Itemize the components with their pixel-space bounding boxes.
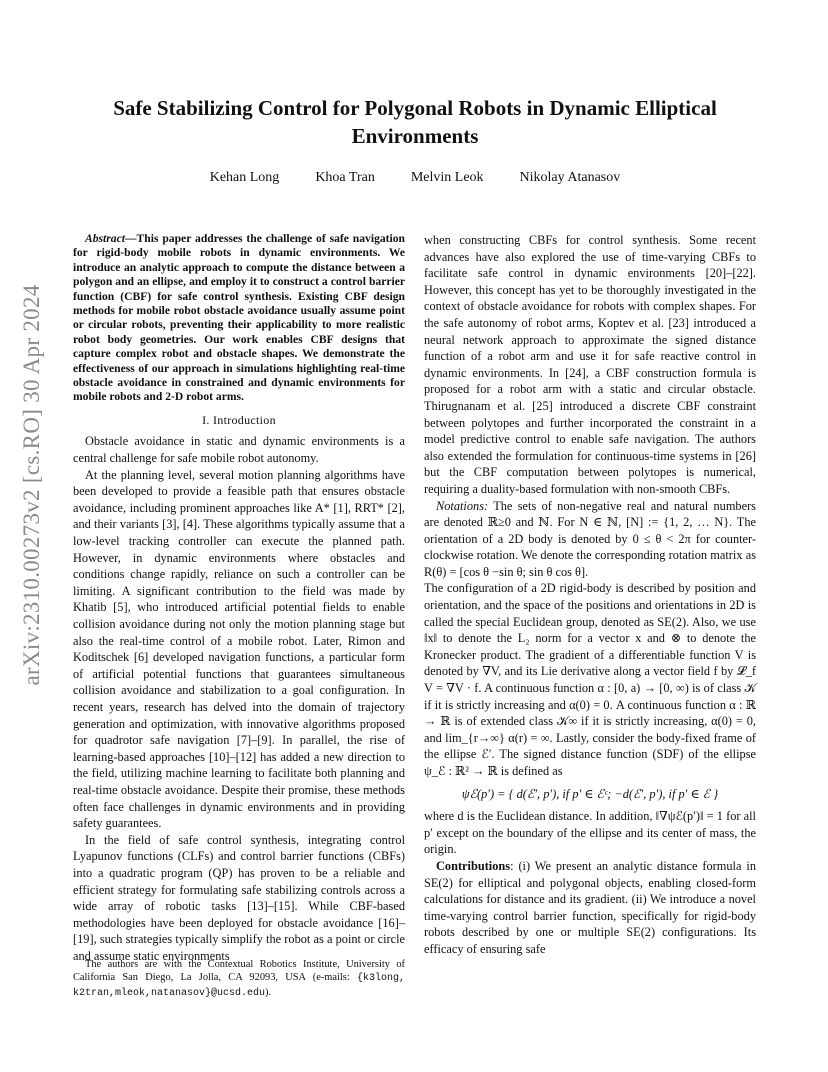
author: Nikolay Atanasov (519, 170, 621, 185)
paragraph: when constructing CBFs for control synthesis. Some recent advances have also explored the use of time-varying CBFs to facilitate safe control in dynamic environments [20]–[22]. However, this concept has yet to be thoroughly investigated in the context of obstacle avoidance for robots with complex shapes. For the safe autonomy of robot arms, Koptev et al. [23] introduced a neural network approach to approximate the signed distance function of a robot arm and use it for safe reactive control in dynamic environments. In [24], a CBF construction formula is proposed for a robot arm with a static and circular obstacle. Thirugnanam et al. [25] introduced a discrete CBF constraint between polytopes and further incorporated the constraint in a model predictive control to enable safe navigation. The authors also extended the formulation for continuous-time systems in [26] but the CBF computation between polytopes is numerical, requiring a duality-based formulation with non-smooth CBFs. (424, 233, 756, 496)
section-heading: I. Introduction (202, 412, 276, 427)
arxiv-id: arXiv:2310.00273v2 [cs.RO] 30 Apr 2024 (19, 284, 44, 686)
footnote-text: The authors are with the Contextual Robotics Institute, University of California San Diego, La Jolla, CA 92093, USA (e-mails: (73, 959, 405, 984)
author: Khoa Tran (315, 170, 375, 185)
abstract-text: This paper addresses the challenge of safe navigation for rigid-body mobile robots in dynamic environments. We introduce an analytic approach to compute the distance between a polygon and an ellipse, and employ it to construct a control barrier function (CBF) for safe control synthesis. Existing CBF design methods for mobile robot obstacle avoidance usually assume point or circular robots, preventing their applicability to more realistic robot body geometries. Our work enables CBF designs that capture complex robot and obstacle shapes. We demonstrate the effectiveness of our approach in simulations highlighting real-time obstacle avoidance in constrained and dynamic environments for mobile robots and 2-D robot arms. (73, 232, 405, 404)
footnote (73, 958, 405, 1000)
paragraph: In the field of safe control synthesis, integrating control Lyapunov functions (CLFs) and control barrier functions (CBFs) into a quadratic program (QP) has proven to be a reliable and efficient strategy for formulating safe stabilizing controls across a wide array of robotic tasks [13]–[15]. While CBF-based methodologies have been deployed for obstacle avoidance [16]–[19], such strategies typically simplify the robot as a point or circle and assume static environments (73, 832, 405, 963)
paragraph: The configuration of a 2D rigid-body is described by position and orientation, and the space of the positions and orientations in 2D is called the special Euclidean group, denoted as SE(2). Also, we use ‖x‖ to denote the L₂ norm for a vector x and ⊗ to denote the Kronecker product. The gradient of a differentiable function V is denoted by ∇V, and its Lie derivative along a vector field f by 𝓛_f V = ∇V · f. A continuous function α : [0, a) → [0, ∞) is of class 𝒦 if it is strictly increasing and α(0) = 0. A continuous function α : ℝ → ℝ is of extended class 𝒦∞ if it is strictly increasing, α(0) = 0, and lim_{r→∞} α(r) = ∞. Lastly, consider the body-fixed frame of the ellipse ℰ′. The signed distance function (SDF) of the ellipse ψ_ℰ : ℝ² → ℝ is defined as (424, 581, 756, 778)
notations-paragraph (424, 498, 756, 581)
paragraph: where d is the Euclidean distance. In addition, ‖∇ψℰ(p′)‖ = 1 for all p′ except on the boundary of the ellipse and its center of mass, the origin. (424, 809, 756, 857)
author-list (80, 170, 750, 186)
arxiv-sidebar (12, 285, 52, 685)
contributions-text: : (i) We present an analytic distance formula in SE(2) for elliptical and polygonal objects, enabling closed-form calculations for distance and its gradient. (ii) We introduce a novel time-varying control barrier function, specifically for rigid-body robots described by one or multiple SE(2) configurations. Its efficacy of ensuring safe (424, 858, 756, 956)
paper-title: Safe Stabilizing Control for Polygonal Robots in Dynamic Elliptical Environments (113, 96, 717, 148)
paragraph: At the planning level, several motion planning algorithms have been developed to provide a feasible path that ensures obstacle avoidance, including prominent approaches like A* [1], RRT* [2], and their variants [3], [4]. These algorithms typically assume that a low-level tracking controller can execute the planned path. However, in dynamic environments where obstacles and conditions change rapidly, reliance on such a controller can be limiting. A significant contribution to the field was made by Khatib [5], who introduced artificial potential fields to enable collision avoidance during not only the motion planning stage but also the real-time control of a mobile robot. Later, Rimon and Koditschek [6] developed navigation functions, a particular form of artificial potential functions that guarantees simultaneous collision avoidance and stabilization to a goal configuration. In recent years, research has delved into the domain of trajectory generation and optimization, with innovative algorithms proposed for quadrotor safe navigation [7]–[9]. In parallel, the rise of learning-based approaches [10]–[12] has added a new direction to the field, utilizing machine learning to facilitate both planning and real-time obstacle avoidance. Despite their promise, these methods often face challenges in dynamic environments and in providing safety guarantees. (73, 467, 405, 831)
footnote-end: ). (265, 986, 272, 998)
right-column (424, 232, 756, 958)
paragraph: Obstacle avoidance in static and dynamic environments is a central challenge for safe mobile robot autonomy. (73, 434, 405, 466)
left-column (73, 232, 405, 964)
author: Melvin Leok (410, 170, 484, 185)
abstract-label: Abstract— (85, 232, 137, 245)
contributions-paragraph (424, 858, 756, 958)
notations-text: The sets of non-negative real and natural numbers are denoted ℝ≥0 and ℕ. For N ∈ ℕ, [N] := {1, 2, … N}. The orientation of a 2D body is denoted by 0 ≤ θ < 2π for counter-clockwise rotation. We denote the corresponding rotation matrix as R(θ) = [cos θ −sin θ; sin θ cos θ]. (424, 498, 756, 579)
author: Kehan Long (209, 170, 280, 185)
sdf-equation: ψℰ(p′) = { d(ℰ′, p′), if p′ ∈ ℰᶜ; −d(ℰ′, p′), if p′ ∈ ℰ } (461, 786, 719, 801)
footnote-emails: {k3long, k2tran,mleok,natanasov}@ucsd.edu (73, 973, 405, 999)
abstract (73, 232, 405, 405)
notations-label: Notations: (436, 498, 489, 513)
contributions-label: Contributions (436, 858, 511, 873)
